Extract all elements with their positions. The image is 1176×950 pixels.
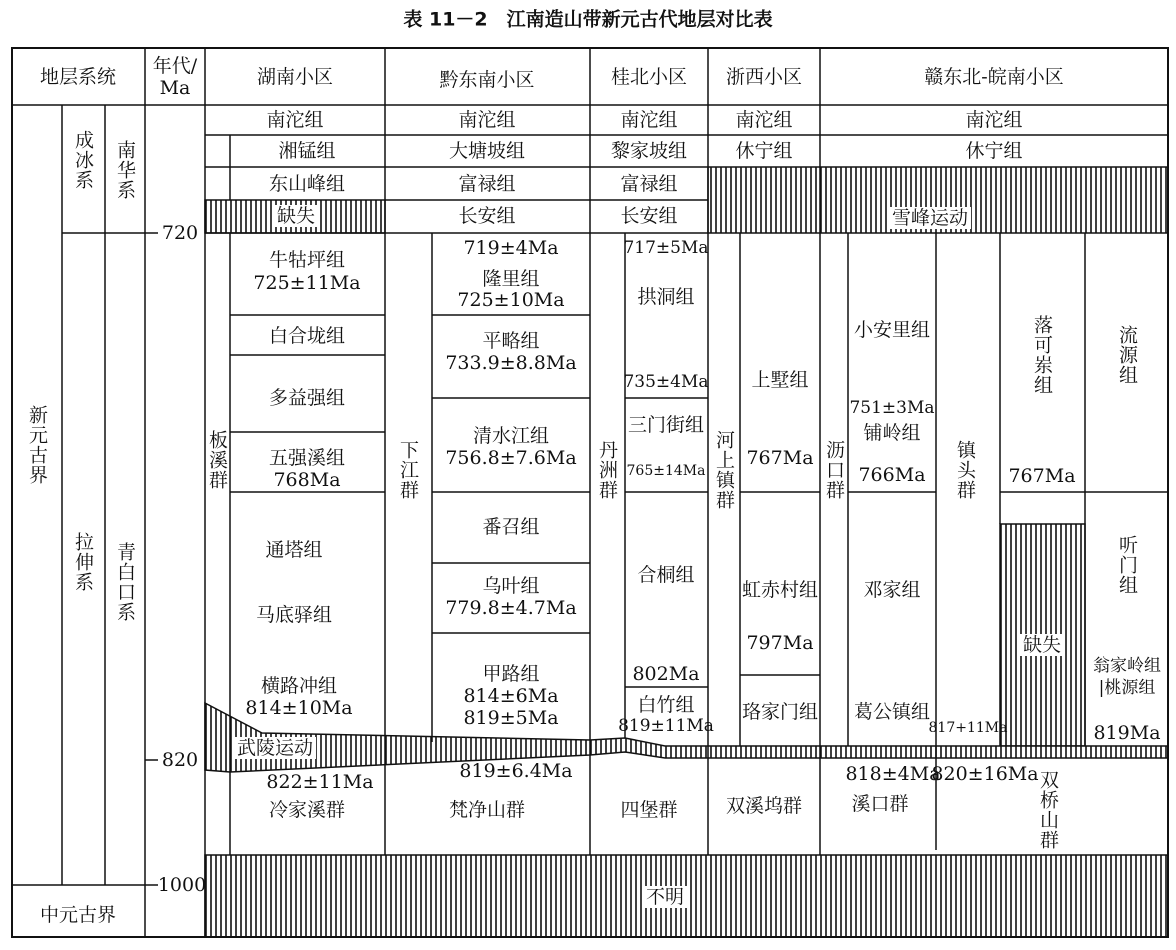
zhexi-cell: 珞家门组 [741,701,819,723]
hunan-nantuo: 南沱组 [266,109,324,131]
guibei-nantuo: 南沱组 [620,109,678,131]
strata-nanhua: 南华系 [114,140,136,200]
guibei-cell: 717±5Ma [623,238,709,258]
gan-wengjialing-age: 819Ma [1093,722,1161,744]
zhexi-xiuning: 休宁组 [735,140,793,162]
qdn-cell: 平略组 [482,330,540,352]
guibei-changan: 长安组 [620,205,678,227]
hunan-cell: 768Ma [273,469,341,491]
strata-neoproterozoic: 新元古界 [26,405,48,485]
gan-nantuo: 南沱组 [965,109,1023,131]
qdn-cell: 719±4Ma [463,237,559,259]
zhexi-nantuo: 南沱组 [735,109,793,131]
qdn-group: 下江群 [397,440,419,500]
guibei-fulu: 富禄组 [620,173,678,195]
zhexi-cell: 上墅组 [751,369,809,391]
gan-cell: 邓家组 [863,579,921,601]
gan-tingmen: 听门组 [1116,535,1138,595]
zhexi-cell: 767Ma [746,447,814,469]
gan-luokedong-age: 767Ma [1008,465,1076,487]
zhexi-below: 双溪坞群 [725,795,803,817]
guibei-cell: 三门街组 [627,414,705,436]
gan-cell: 铺岭组 [863,422,921,444]
guibei-group: 丹洲群 [596,440,618,500]
hunan-queshi: 缺失 [274,205,318,227]
hunan-cell: 725±11Ma [253,272,361,294]
qdn-cell: 814±6Ma [463,685,559,707]
hunan-xiangmeng: 湘锰组 [278,140,336,162]
qdn-cell: 番召组 [482,516,540,538]
hunan-below-age: 822±11Ma [266,771,374,793]
hunan-cell: 马底驿组 [255,604,333,626]
qdn-below: 梵净山群 [448,799,526,821]
qdn-nantuo: 南沱组 [458,109,516,131]
gan-zhentou-age: 817+11Ma [928,720,1008,736]
guibei-cell: 拱洞组 [637,286,695,308]
hunan-cell: 白合垅组 [268,325,346,347]
wuling-movement: 武陵运动 [234,737,316,759]
gan-group2: 镇头群 [954,440,976,500]
gan-cell: 766Ma [858,464,926,486]
hunan-dongshanfeng: 东山峰组 [268,173,346,195]
header-strata: 地层系统 [39,66,117,88]
age-1000: 1000 [157,874,207,896]
gan-queshi: 缺失 [1020,634,1064,656]
qdn-below-age: 819±6.4Ma [459,760,573,782]
gan-below1: 溪口群 [851,793,909,815]
hunan-below: 冷家溪群 [268,799,346,821]
qdn-cell: 779.8±4.7Ma [445,597,577,619]
gan-wengjialing: 翁家岭组 |桃源组 [1093,656,1161,698]
qdn-cell: 756.8±7.6Ma [445,447,577,469]
hunan-cell: 五强溪组 [268,447,346,469]
header-guibei: 桂北小区 [610,66,688,88]
header-age: 年代/ Ma [152,55,198,99]
hunan-cell: 牛牯坪组 [268,249,346,271]
strata-tonian: 拉伸系 [72,532,94,592]
gan-below-age1: 818±4Ma [845,763,941,785]
gan-luokedong: 落可岽组 [1031,315,1053,395]
gan-below-age2: 820±16Ma [931,763,1039,785]
xuefeng-movement: 雪峰运动 [889,207,971,229]
guibei-cell: 802Ma [632,663,700,685]
table-title: 表 11－2 江南造山带新元古代地层对比表 [403,8,773,31]
hunan-cell: 横路冲组 [260,675,338,697]
gan-liuyuan: 流源组 [1116,325,1138,385]
qdn-cell: 725±10Ma [457,289,565,311]
zhexi-cell: 797Ma [746,632,814,654]
header-zhexi: 浙西小区 [725,66,803,88]
header-gandongbei: 赣东北-皖南小区 [924,66,1064,88]
guibei-cell: 白竹组 [637,694,695,716]
hunan-cell: 多益强组 [268,387,346,409]
header-qiandongnan: 黔东南小区 [439,69,535,91]
hunan-cell: 通塔组 [265,539,323,561]
qdn-cell: 隆里组 [482,268,540,290]
qdn-cell: 733.9±8.8Ma [445,352,577,374]
hunan-cell: 814±10Ma [245,697,353,719]
strata-mesoproterozoic: 中元古界 [39,904,117,926]
age-720: 720 [161,222,199,244]
age-820: 820 [161,749,199,771]
gan-below2: 双桥山群 [1037,770,1059,850]
unknown-label: 不明 [643,886,687,908]
hunan-group: 板溪群 [206,430,228,490]
guibei-cell: 819±11Ma [618,716,714,736]
gan-group1: 沥口群 [823,440,845,500]
strata-cryogenian: 成冰系 [72,130,94,190]
gan-cell: 751±3Ma [849,398,935,418]
guibei-below: 四堡群 [620,799,678,821]
qdn-fulu: 富禄组 [458,173,516,195]
qdn-datangpo: 大塘坡组 [448,140,526,162]
header-hunan: 湖南小区 [256,66,334,88]
gan-cell: 小安里组 [853,319,931,341]
qdn-cell: 清水江组 [472,425,550,447]
zhexi-cell: 虹赤村组 [741,579,819,601]
guibei-cell: 合桐组 [637,564,695,586]
guibei-cell: 765±14Ma [626,463,706,479]
guibei-cell: 735±4Ma [623,372,709,392]
qdn-cell: 甲路组 [482,663,540,685]
zhexi-group: 河上镇群 [713,430,735,510]
qdn-cell: 819±5Ma [463,707,559,729]
qdn-cell: 乌叶组 [482,575,540,597]
guibei-lijiapo: 黎家坡组 [610,140,688,162]
gan-cell: 葛公镇组 [853,701,931,723]
gan-xiuning: 休宁组 [965,140,1023,162]
qdn-changan: 长安组 [458,205,516,227]
strata-qingbaikou: 青白口系 [114,542,136,622]
